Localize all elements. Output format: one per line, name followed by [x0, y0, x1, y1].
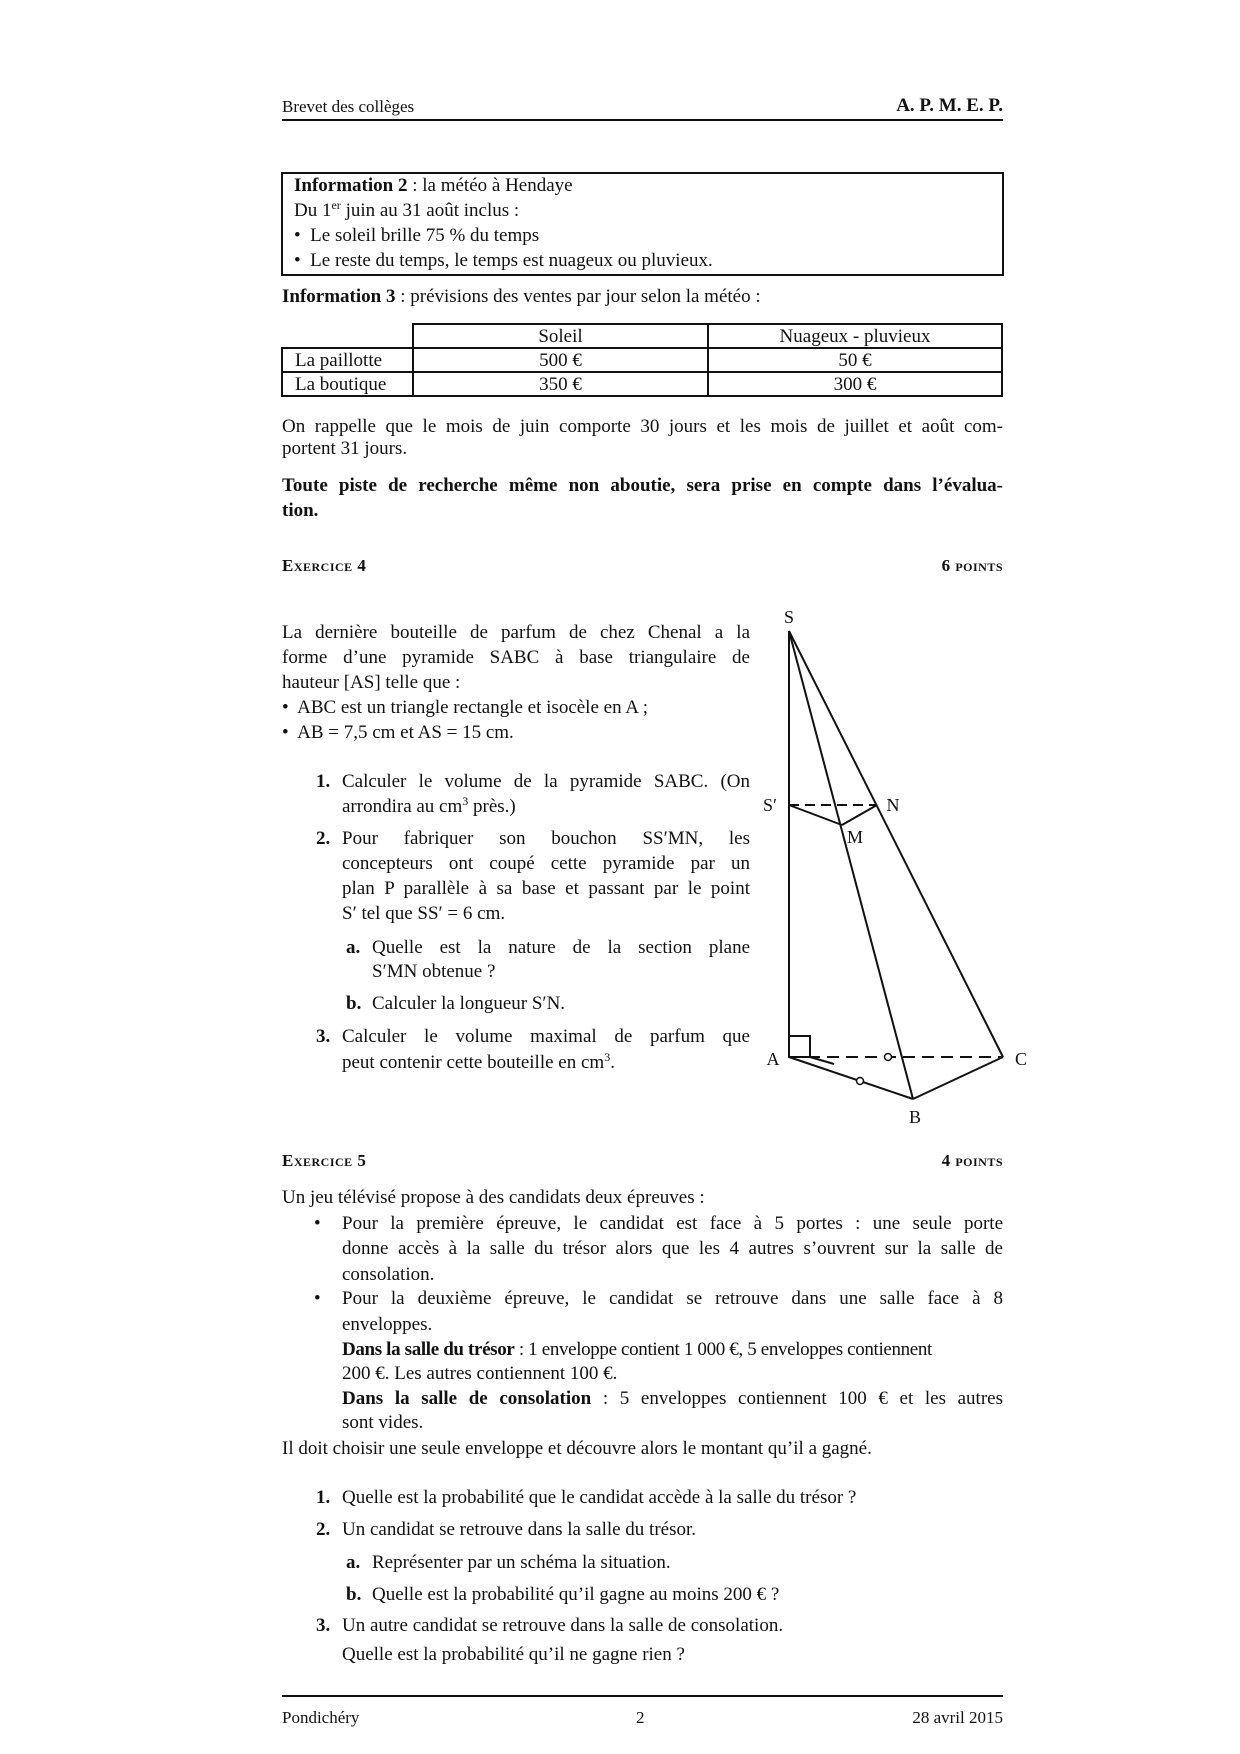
table-cell: 50 €	[708, 348, 1002, 372]
ex5-q3-num: 3.	[316, 1615, 331, 1636]
info2-title-rest: : la météo à Hendaye	[407, 175, 573, 196]
bullet-text: Le reste du temps, le temps est nuageux ou pluvieux.	[310, 250, 713, 271]
header-left: Brevet des collèges	[282, 97, 415, 116]
ex5-tresor-line-1	[342, 1340, 932, 1359]
ex4-q2-num: 2.	[316, 828, 331, 849]
ex5-q3-line-2: Quelle est la probabilité qu’il ne gagne rien ?	[342, 1644, 685, 1665]
sup: 3	[604, 1050, 611, 1064]
info2-bullet-1: • Le soleil brille 75 % du temps	[294, 225, 540, 246]
edge-SpM	[789, 805, 842, 825]
ex5-q2b-num: b.	[346, 1584, 362, 1605]
table-header: Nuageux - pluvieux	[708, 324, 1002, 348]
footer-left: Pondichéry	[282, 1708, 360, 1727]
ex4-q2a-num: a.	[346, 937, 361, 958]
ex5-q2b-text: Quelle est la probabilité qu’il gagne au moins 200 € ?	[372, 1584, 780, 1605]
ex5-intro: Un jeu télévisé propose à des candidats deux épreuves :	[282, 1187, 705, 1208]
label-M: M	[846, 827, 864, 847]
footer-right: 28 avril 2015	[912, 1708, 1003, 1727]
ex5-q3-line-1: Un autre candidat se retrouve dans la salle de consolation.	[342, 1615, 784, 1636]
ex5-q2-num: 2.	[316, 1519, 331, 1540]
ex5-outro: Il doit choisir une seule enveloppe et découvre alors le montant qu’il a gagné.	[282, 1438, 872, 1459]
ex5-conso-line-2: sont vides.	[342, 1412, 424, 1433]
ex4-points: 6 points	[941, 556, 1003, 575]
label-N: N	[886, 795, 900, 815]
info3-title-rest: : prévisions des ventes par jour selon la météo :	[395, 286, 761, 307]
ex4-q2a-line-1: Quelle est la nature de la section plane	[372, 937, 750, 958]
ex4-q2b-num: b.	[346, 993, 362, 1014]
period-a: Du 1	[294, 200, 332, 221]
table-cell: 500 €	[413, 348, 708, 372]
bullet-dot: •	[314, 1288, 321, 1309]
edge-SB	[789, 631, 913, 1099]
ex5-conso-line-1	[342, 1389, 1003, 1408]
ex5-points: 4 points	[941, 1151, 1003, 1170]
text: .	[610, 1052, 615, 1073]
ex4-q1-line-1: Calculer le volume de la pyramide SABC. (On	[342, 771, 750, 792]
ex4-q2-line-1: Pour fabriquer son bouchon SS′MN, les	[342, 828, 750, 849]
ex4-bullet-1: • ABC est un triangle rectangle et isocèle en A ;	[282, 697, 648, 718]
info2-bullet-2: • Le reste du temps, le temps est nuageux ou pluvieux.	[294, 250, 713, 271]
bullet-text: ABC est un triangle rectangle et isocèle en A ;	[297, 697, 648, 718]
table-cell: La paillotte	[282, 348, 413, 372]
info3-title: Information 3	[282, 286, 396, 307]
ex5-bullet1-line-3: consolation.	[342, 1264, 435, 1285]
tresor-label: Dans la salle du trésor	[342, 1339, 515, 1360]
table-cell: La boutique	[282, 372, 413, 396]
equal-mark-AB	[857, 1078, 864, 1085]
bullet-text: AB = 7,5 cm et AS = 15 cm.	[297, 722, 514, 743]
conso-label: Dans la salle de consolation	[342, 1388, 592, 1409]
label-B: B	[908, 1107, 922, 1127]
period-sup: er	[331, 198, 341, 212]
text: arrondira au cm	[342, 796, 463, 817]
reminder-line-2: portent 31 jours.	[282, 438, 408, 459]
table-cell: 300 €	[708, 372, 1002, 396]
bullet-dot: •	[314, 1213, 321, 1234]
ex5-bullet1-line-1: Pour la première épreuve, le candidat est face à 5 portes : une seule porte	[342, 1213, 1003, 1234]
conso-text: : 5 enveloppes contiennent 100 € et les autres	[591, 1388, 1003, 1409]
header-right: A. P. M. E. P.	[896, 95, 1003, 116]
ex4-bullet-2: • AB = 7,5 cm et AS = 15 cm.	[282, 722, 514, 743]
sup: 3	[462, 794, 469, 808]
ex4-q2-line-2: concepteurs ont coupé cette pyramide par un	[342, 853, 750, 874]
ex5-bullet2-line-2: enveloppes.	[342, 1314, 433, 1335]
edge-BC	[913, 1057, 1003, 1099]
label-C: C	[1014, 1049, 1028, 1069]
label-S-prime: S′	[763, 795, 777, 815]
ex5-q1-text: Quelle est la probabilité que le candidat accède à la salle du trésor ?	[342, 1487, 857, 1508]
edge-SC	[789, 631, 1003, 1057]
label-A: A	[766, 1049, 780, 1069]
ex4-q2a-line-2: S′MN obtenue ?	[372, 961, 496, 982]
ex5-tresor-line-2: 200 €. Les autres contiennent 100 €.	[342, 1363, 618, 1384]
ex5-title: Exercice 5	[282, 1151, 367, 1170]
ex4-q2-line-4: S′ tel que SS′ = 6 cm.	[342, 903, 506, 924]
label-S: S	[783, 607, 795, 627]
ex5-q2a-text: Représenter par un schéma la situation.	[372, 1552, 671, 1573]
text: peut contenir cette bouteille en cm	[342, 1052, 605, 1073]
note-line-2: tion.	[282, 500, 319, 521]
table-header: Soleil	[413, 324, 708, 348]
ex4-q3-line-1: Calculer le volume maximal de parfum que	[342, 1026, 750, 1047]
ex4-q3-num: 3.	[316, 1026, 331, 1047]
period-b: juin au 31 août inclus :	[340, 200, 520, 221]
ex4-title: Exercice 4	[282, 556, 367, 575]
info2-title: Information 2	[294, 175, 408, 196]
ex5-q1-num: 1.	[316, 1487, 331, 1508]
ex4-q1-num: 1.	[316, 771, 331, 792]
ex4-intro-2: forme d’une pyramide SABC à base triangulaire de	[282, 647, 750, 668]
right-angle-mark	[789, 1036, 810, 1057]
ex4-intro-3: hauteur [AS] telle que :	[282, 672, 461, 693]
tresor-text: : 1 enveloppe contient 1 000 €, 5 enveloppes contiennent	[514, 1339, 932, 1360]
right-angle-tick	[810, 1057, 834, 1064]
edge-MN	[842, 805, 877, 825]
footer-page-number: 2	[636, 1708, 645, 1727]
table-cell: 350 €	[413, 372, 708, 396]
footer-rule	[282, 1695, 1003, 1697]
ex5-bullet1-line-2: donne accès à la salle du trésor alors que les 4 autres s’ouvrent sur la salle de	[342, 1238, 1003, 1259]
bullet-text: Le soleil brille 75 % du temps	[310, 225, 540, 246]
ex4-intro-1: La dernière bouteille de parfum de chez Chenal a la	[282, 622, 750, 643]
ex4-q2-line-3: plan P parallèle à sa base et passant par le point	[342, 878, 750, 899]
equal-mark-AC	[885, 1054, 892, 1061]
ex5-bullet2-line-1: Pour la deuxième épreuve, le candidat se retrouve dans une salle face à 8	[342, 1288, 1003, 1309]
ex5-q2a-num: a.	[346, 1552, 361, 1573]
text: près.)	[468, 796, 516, 817]
reminder-line-1: On rappelle que le mois de juin comporte 30 jours et les mois de juillet et août com-	[282, 416, 1003, 437]
edge-AB	[789, 1057, 913, 1099]
ex5-q2-text: Un candidat se retrouve dans la salle du trésor.	[342, 1519, 697, 1540]
ex4-q2b-text: Calculer la longueur S′N.	[372, 993, 566, 1014]
note-line-1: Toute piste de recherche même non aboutie, sera prise en compte dans l’évalua-	[282, 475, 1003, 496]
